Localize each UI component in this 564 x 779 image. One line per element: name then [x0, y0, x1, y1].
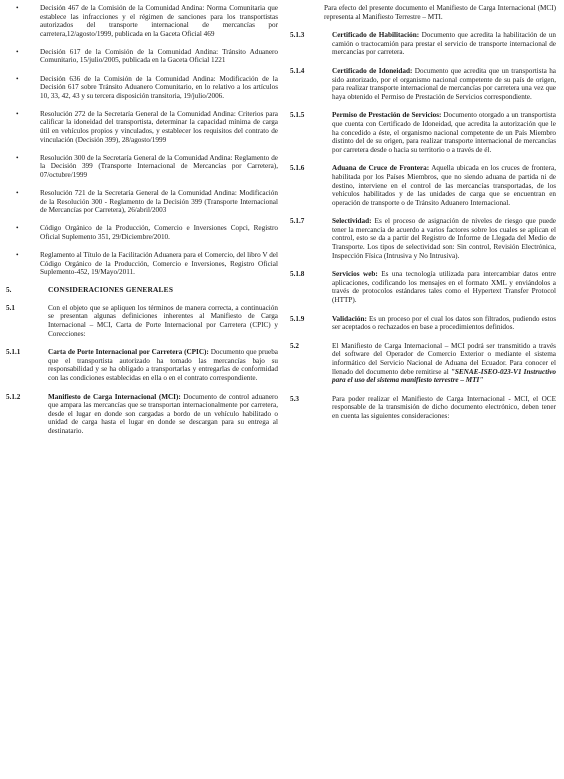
- list-item-text: Código Orgánico de la Producción, Comercio e Inversiones Copci, Registro Oficial Suplemento 351, 29/Diciembre/2010.: [40, 224, 278, 241]
- definition-term: Carta de Porte Internacional por Carretera (CPIC):: [48, 348, 209, 357]
- definition-term: Manifiesto de Carga Internacional (MCI):: [48, 392, 181, 401]
- definition-5-1-6: [290, 164, 556, 207]
- definition-number: 5.1.2: [6, 392, 21, 401]
- list-item: [6, 189, 278, 215]
- list-item-text: Decisión 467 de la Comisión de la Comunidad Andina: Norma Comunitaria que establece las infracciones y el régimen de sanciones para los transportistas autorizados del transporte internacional de mercancías por carretera,12/agosto/1999, publicada en la Gaceta Oficial 469: [40, 4, 278, 38]
- paragraph-5-3: [290, 395, 556, 421]
- list-item-text: Resolución 721 de la Secretaría General de la Comunidad Andina: Modificación de la Resolución 300 - Reglamento de la Decisión 399 (Transporte Internacional de Mercancías por Carretera), 26/abril/2003: [40, 189, 278, 215]
- bullet-icon: •: [16, 189, 19, 197]
- definition-5-1-1: [6, 348, 278, 382]
- bullet-icon: •: [16, 153, 19, 162]
- definition-text: [332, 31, 556, 57]
- list-item-text: Decisión 636 de la Comisión de la Comunidad Andina: Modificación de la Decisión 617 sobre Tránsito Aduanero Comunitario, en lo relativo a los artículos 10, 33, 42, 43 y su tercera disposición transitoria, 19/julio/2006.: [40, 74, 278, 100]
- list-item: [6, 4, 278, 38]
- definition-term: Certificado de Idoneidad:: [332, 66, 413, 75]
- definition-number: 5.1.6: [290, 164, 305, 173]
- list-item: [6, 154, 278, 180]
- definition-5-1-5: [290, 111, 556, 154]
- definition-5-1-7: [290, 217, 556, 260]
- definition-term: Permiso de Prestación de Servicios:: [332, 111, 442, 120]
- definition-body: Es un proceso por el cual los datos son filtrados, pudiendo estos ser aceptados o rechazados en base a procedimientos definidos.: [332, 314, 556, 332]
- right-column: [290, 4, 556, 431]
- definition-number: 5.1.1: [6, 348, 21, 357]
- paragraph-text: Con el objeto que se apliquen los términos de manera correcta, a continuación se presentan algunas definiciones inherentes al Manifiesto de Carga Internacional – MCI, Carta de Porte Internacional por Carretera (CPIC) y Corecciones:: [48, 303, 278, 338]
- list-item: [6, 251, 278, 277]
- bullet-icon: •: [16, 224, 19, 233]
- list-item: [6, 110, 278, 144]
- definition-body: Documento de control aduanero que ampara las mercancías que se transportan internacionalmente por carretera, desde el lugar en donde son cargadas a bordo de un vehículo habilitado o unidad de carga hasta el lugar en donde se descargan para su entrega al destinatario.: [48, 392, 278, 435]
- definition-text: [332, 111, 556, 154]
- paragraph-text: [332, 342, 556, 385]
- definition-body: Documento que acredita que un transportista ha sido autorizado, por el organismo nacional competente de su país de origen, para realizar transporte internacional de mercancías por carretera una vez que haya obtenido el Permiso de Prestación de Servicios correspondiente.: [332, 66, 556, 101]
- definition-body: Documento que prueba que el transportista autorizado ha tomado las mercancías bajo su responsabilidad y se ha obligado a transportarlas y entregarlas de conformidad con las condiciones establecidas en ella o en el contrato correspondiente.: [48, 348, 278, 382]
- definition-number: 5.1.3: [290, 31, 305, 40]
- definition-number: 5.1.8: [290, 270, 305, 279]
- list-item-text: Reglamento al Título de la Facilitación Aduanera para el Comercio, del libro V del Código Orgánico de la Producción, Comercio e Inversiones, Registro Oficial Suplemento-452, 19/Mayo/2011.: [40, 250, 278, 277]
- paragraph-5-2: [290, 342, 556, 385]
- list-item-text: Resolución 300 de la Secretaría General de la Comunidad Andina: Reglamento de la Decisión 399 (Transporte Internacional de Mercancías por Carretera), 07/octubre/1999: [40, 153, 278, 179]
- definition-5-1-3: [290, 31, 556, 57]
- paragraph-body: El Manifiesto de Carga Internacional – MCI podrá ser transmitido a través del software del Operador de Comercio Exterior o mediante el sistema informático del Servicio Nacional de Aduana del Ecuador. Para conocer el llenado del documento debe remitirse al: [332, 341, 556, 376]
- definition-number: 5.1.4: [290, 66, 305, 75]
- definition-text: [332, 164, 556, 207]
- definition-5-1-4: [290, 67, 556, 101]
- definition-term: Servicios web:: [332, 270, 378, 279]
- list-item-text: Resolución 272 de la Secretaría General de la Comunidad Andina: Criterios para calificar la idoneidad del transportista, determinar la capacidad mínima de carga útil en vehículos propios y vinculados, y establecer los requisitos del contrato de vinculación (Decisión 399), 28/agosto/1999: [40, 109, 278, 144]
- instructivo-reference: "SENAE-ISEO-023-V1 Instructivo para el uso del sistema manifiesto terrestre – MTI": [332, 367, 556, 385]
- definition-term: Selectividad:: [332, 217, 372, 226]
- definition-body: Aquella ubicada en los cruces de frontera, habilitada por los Países Miembros, que no siendo aduana de partida ni de destino, interviene en el control de las mercancías transportadas, de los vehículos habilitados y de las unidades de carga que se encuentran en operación de transporte o de Tránsito Aduanero Internacional.: [332, 164, 556, 207]
- definition-text: [48, 393, 278, 436]
- definition-term: Validación:: [332, 314, 367, 323]
- paragraph-number: 5.1: [6, 303, 15, 312]
- definition-5-1-9: [290, 315, 556, 332]
- paragraph-number: 5.2: [290, 341, 299, 350]
- definition-text: [332, 315, 556, 332]
- list-item-text: Decisión 617 de la Comisión de la Comunidad Andina: Tránsito Aduanero Comunitario, 15/julio/2005, publicada en la Gaceta Oficial 1221: [40, 47, 278, 65]
- list-item: [6, 75, 278, 101]
- definition-term: Certificado de Habilitación:: [332, 31, 420, 40]
- definition-number: 5.1.5: [290, 111, 305, 120]
- section-heading: [6, 286, 278, 295]
- section-title: CONSIDERACIONES GENERALES: [48, 285, 174, 295]
- definition-text: [332, 270, 556, 304]
- section-number: 5.: [6, 286, 12, 295]
- definition-body: Es el proceso de asignación de niveles de riesgo que puede tener la mercancía de acuerdo a varios factores sobre los cuales se aplican el control, esto se da a partir del Registro de Informe de Llegada del Medio de Transporte. Los tipos de selectividad son: Sin control, Revisión Electrónica, Inspección Física (Intrusiva y No Intrusiva).: [332, 217, 556, 260]
- definition-5-1-2: [6, 393, 278, 436]
- definition-text: [48, 348, 278, 382]
- definition-number: 5.1.7: [290, 217, 305, 226]
- definition-body: Es una tecnología utilizada para intercambiar datos entre aplicaciones, codificando los mensajes en el formato XML y enviándolos a través de protocolos estándares tales como el Hypertext Transfer Protocol (HTTP).: [332, 270, 557, 305]
- definition-body: Documento otorgado a un transportista que cuenta con Certificado de Idoneidad, que acredita la autorización que le ha concedido a éste, el organismo nacional competente de un País Miembro distinto del de su origen, para realizar transporte internacional de mercancías por carretera desde o hacia su territorio o a través de él.: [332, 111, 556, 154]
- definition-5-1-8: [290, 270, 556, 304]
- bullet-icon: •: [16, 4, 19, 12]
- regulation-list: [6, 4, 278, 277]
- definition-text: [332, 67, 556, 101]
- bullet-icon: •: [16, 109, 19, 118]
- paragraph-number: 5.3: [290, 394, 299, 403]
- bullet-icon: •: [16, 74, 19, 83]
- left-column: [6, 4, 278, 446]
- definition-text: [332, 217, 556, 260]
- list-item: [6, 48, 278, 65]
- paragraph-5-1: [6, 304, 278, 338]
- definition-number: 5.1.9: [290, 314, 305, 323]
- definition-term: Aduana de Cruce de Frontera:: [332, 164, 430, 173]
- intro-paragraph: Para efecto del presente documento el Manifiesto de Carga Internacional (MCI) representa al Manifiesto Terrestre – MTI.: [324, 4, 556, 21]
- bullet-icon: •: [16, 250, 19, 259]
- list-item: [6, 224, 278, 241]
- bullet-icon: •: [16, 47, 19, 56]
- definition-body: Documento que acredita la habilitación de un camión o tractocamión para prestar el servicio de transporte internacional de mercancías por carretera.: [332, 31, 556, 57]
- paragraph-text: Para poder realizar el Manifiesto de Carga Internacional - MCI, el OCE responsable de la transmisión de dicho documento electrónico, deben tener en cuenta las siguientes consideraciones:: [332, 394, 556, 420]
